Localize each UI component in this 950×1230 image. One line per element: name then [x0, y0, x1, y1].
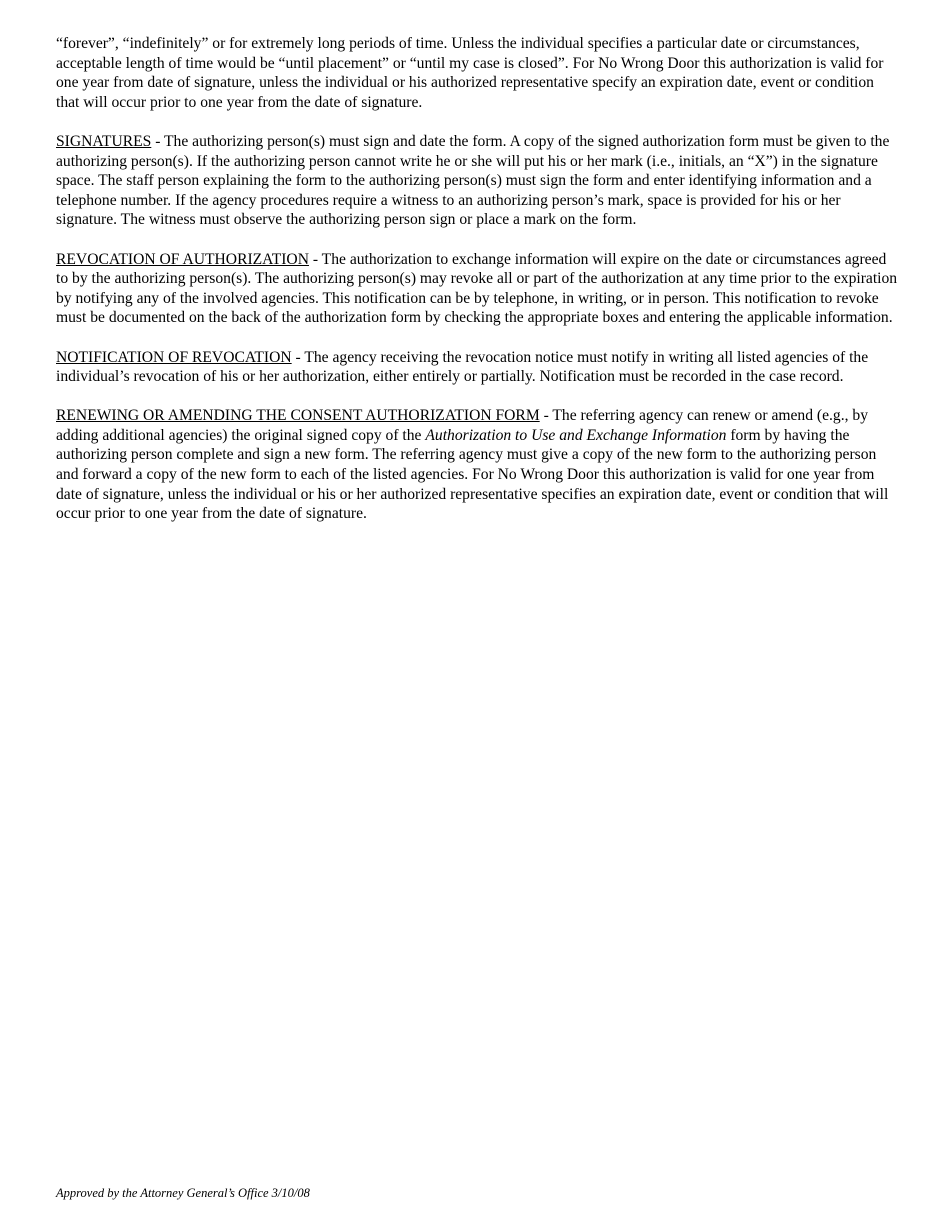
- paragraph-renewing: [56, 406, 898, 524]
- footer-approval: Approved by the Attorney General’s Office 3/10/08: [56, 1186, 310, 1200]
- heading-signatures: SIGNATURES: [56, 132, 152, 150]
- paragraph-duration: “forever”, “indefinitely” or for extremely long periods of time. Unless the individual specifies a particular date or circumstances, acceptable length of time would be “until placement” or “until my case is closed”. For No Wrong Door this authorization is valid for one year from date of signature, unless the individual or his authorized representative specify an expiration date, event or condition that will occur prior to one year from the date of signature.: [56, 35, 884, 111]
- paragraph-notification: [56, 348, 898, 387]
- heading-revocation: REVOCATION OF AUTHORIZATION: [56, 250, 309, 268]
- heading-notification: NOTIFICATION OF REVOCATION: [56, 348, 292, 366]
- renewing-body-before: - The referring agency can renew or amend (e.g., by adding additional agencies) the original signed copy of the: [56, 407, 869, 444]
- revocation-body: - The authorization to exchange information will expire on the date or circumstances agreed to by the authorizing person(s). The authorizing person(s) may revoke all or part of the authorization at any time prior to the expiration by notifying any of the involved agencies. This notification can be by telephone, in writing, or in person. This notification to revoke must be documented on the back of the authorization form by checking the appropriate boxes and entering the applicable information.: [56, 250, 898, 327]
- document-body: [56, 34, 898, 543]
- heading-renewing: RENEWING OR AMENDING THE CONSENT AUTHORIZATION FORM: [56, 407, 540, 425]
- form-title-italic: Authorization to Use and Exchange Information: [425, 426, 727, 444]
- notification-body: - The agency receiving the revocation notice must notify in writing all listed agencies of the individual’s revocation of his or her authorization, either entirely or partially. Notification must be recorded in the case record.: [56, 348, 869, 386]
- signatures-body: - The authorizing person(s) must sign and date the form. A copy of the signed authorization form must be given to the authorizing person(s). If the authorizing person cannot write he or she will put his or her mark (i.e., initials, an “X”) in the signature space. The staff person explaining the form to the authorizing person(s) must sign the form and enter identifying information and a telephone number. If the agency procedures require a witness to an authorizing person’s mark, space is provided for his or her signature. The witness must observe the authorizing person sign or place a mark on the form.: [56, 132, 890, 229]
- paragraph-revocation: [56, 250, 898, 328]
- renewing-body-after: form by having the authorizing person complete and sign a new form. The referring agency must give a copy of the new form to the authorizing person and forward a copy of the new form to each of the listed agencies. For No Wrong Door this authorization is valid for one year from date of signature, unless the individual or his or her authorized representative specifies an expiration date, event or condition that will occur prior to one year from the date of signature.: [56, 426, 889, 523]
- paragraph-signatures: [56, 132, 898, 230]
